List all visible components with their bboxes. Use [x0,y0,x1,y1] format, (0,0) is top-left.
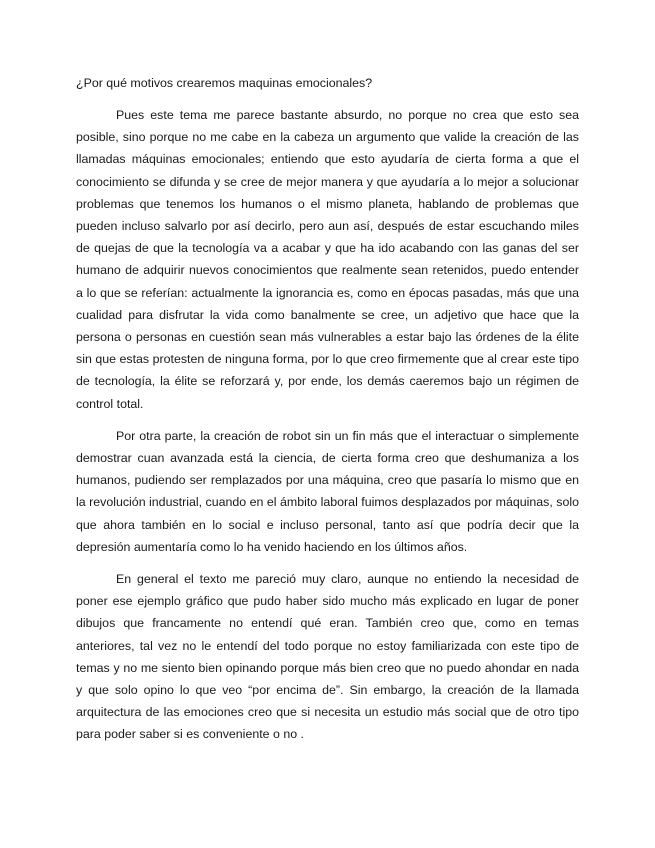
paragraph-1: Pues este tema me parece bastante absurdo, no porque no crea que esto sea posible, sino porque no me cabe en la cabeza un argumento que valide la creación de las llamadas máquinas emocionales; entiendo que esto ayudaría de cierta forma a que el conocimiento se difunda y se cree de mejor manera y que ayudaría a lo mejor a solucionar problemas que tenemos los humanos o el mismo planeta, hablando de problemas que pueden incluso salvarlo por así decirlo, pero aun así, después de estar escuchando miles de quejas de que la tecnología va a acabar y que ha ido acabando con las ganas del ser humano de adquirir nuevos conocimientos que realmente sean retenidos, puedo entender a lo que se referían: actualmente la ignorancia es, como en épocas pasadas, más que una cualidad para disfrutar la vida como banalmente se cree, un adjetivo que hace que la persona o personas en cuestión sean más vulnerables a estar bajo las órdenes de la élite sin que estas protesten de ninguna forma, por lo que creo firmemente que al crear este tipo de tecnología, la élite se reforzará y, por ende, los demás caeremos bajo un régimen de control total. [76,108,579,411]
paragraph-3: En general el texto me pareció muy claro, aunque no entiendo la necesidad de poner ese ejemplo gráfico que pudo haber sido mucho más explicado en lugar de poner dibujos que francamente no entendí qué eran. También creo que, como en temas anteriores, tal vez no le entendí del todo porque no estoy familiarizada con este tipo de temas y no me siento bien opinando porque más bien creo que no puedo ahondar en nada y que solo opino lo que veo “por encima de”. Sin embargo, la creación de la llamada arquitectura de las emociones creo que si necesita un estudio más social que de otro tipo para poder saber si es conveniente o no . [76,572,579,742]
paragraph-2: Por otra parte, la creación de robot sin un fin más que el interactuar o simplemente demostrar cuan avanzada está la ciencia, de cierta forma creo que deshumaniza a los humanos, pudiendo ser remplazados por una máquina, creo que pasaría lo mismo que en la revolución industrial, cuando en el ámbito laboral fuimos desplazados por máquinas, solo que ahora también en lo social e incluso personal, tanto así que podría decir que la depresión aumentaría como lo ha venido haciendo en los últimos años. [76,428,579,554]
document-page [76,72,579,756]
question-heading: ¿Por qué motivos crearemos maquinas emocionales? [76,76,373,90]
